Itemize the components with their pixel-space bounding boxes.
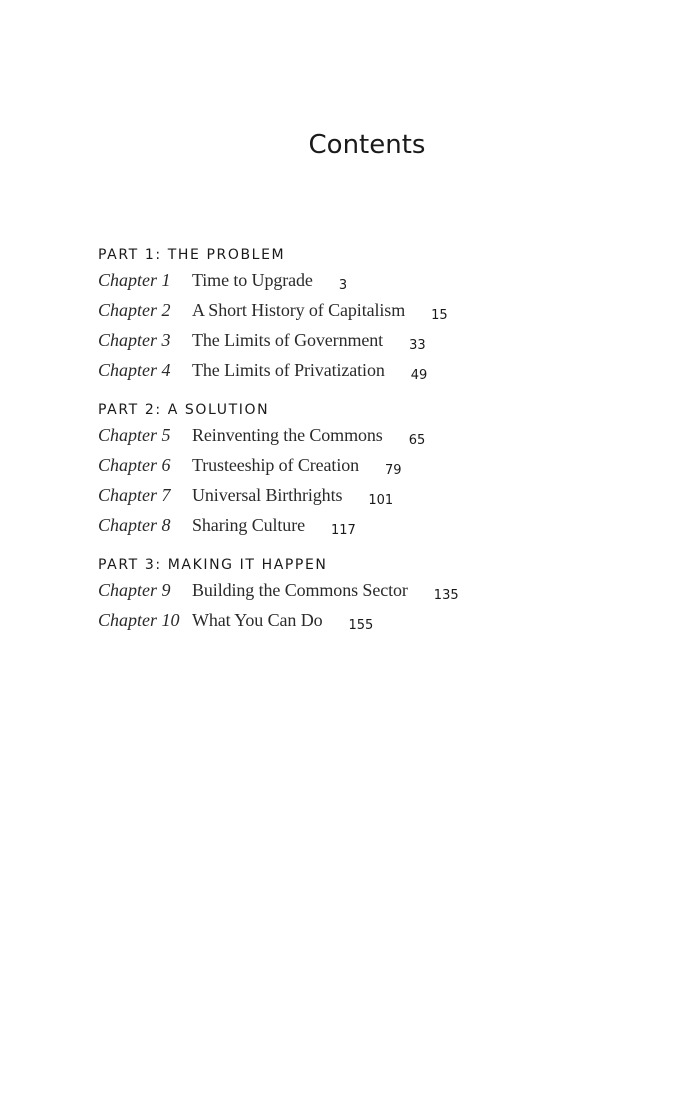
part-heading: PART 2: A SOLUTION [98,402,270,418]
chapter-title: Trusteeship of Creation [192,455,360,475]
toc-entry-chapter-1[interactable] [98,265,618,295]
chapter-label: Chapter 8 [98,515,171,535]
chapter-title: Time to Upgrade [192,270,313,290]
chapter-title: Sharing Culture [192,515,305,535]
chapter-label: Chapter 1 [98,270,171,290]
chapter-page-number: 135 [433,588,459,603]
chapter-title: Reinventing the Commons [192,425,383,445]
toc-entry-chapter-4[interactable] [98,355,618,385]
chapter-title: Building the Commons Sector [192,580,408,600]
chapter-page-number: 3 [338,278,348,293]
toc-entry-chapter-3[interactable] [98,325,618,355]
part-heading: PART 3: MAKING IT HAPPEN [98,557,328,573]
toc-entry-chapter-10[interactable] [98,605,618,635]
chapter-page-number: 117 [331,523,356,538]
chapter-title: A Short History of Capitalism [192,300,406,320]
chapter-label: Chapter 2 [98,300,171,320]
chapter-label: Chapter 3 [98,330,171,350]
toc-entry-chapter-9[interactable] [98,575,618,605]
chapter-page-number: 33 [409,338,426,353]
toc-entry-chapter-6[interactable] [98,450,618,480]
part-2 [98,400,618,540]
part-1 [98,245,618,385]
page-title: Contents [308,130,426,161]
chapter-label: Chapter 9 [98,580,171,600]
chapter-title: What You Can Do [192,610,323,630]
toc-entry-chapter-5[interactable] [98,420,618,450]
chapter-page-number: 15 [431,308,448,323]
part-heading: PART 1: THE PROBLEM [98,247,286,263]
toc-entry-chapter-7[interactable] [98,480,618,510]
chapter-label: Chapter 5 [98,425,171,445]
chapter-label: Chapter 7 [98,485,171,505]
chapter-title: The Limits of Privatization [192,360,385,380]
chapter-title: Universal Birthrights [192,485,343,505]
chapter-page-number: 79 [385,463,402,478]
toc-entry-chapter-2[interactable] [98,295,618,325]
chapter-page-number: 155 [348,618,374,633]
chapter-label: Chapter 10 [98,610,180,630]
chapter-page-number: 65 [408,433,426,448]
table-of-contents [98,245,618,635]
chapter-page-number: 49 [410,368,428,383]
chapter-label: Chapter 4 [98,360,171,380]
chapter-label: Chapter 6 [98,455,171,475]
toc-entry-chapter-8[interactable] [98,510,618,540]
chapter-page-number: 101 [368,493,394,508]
part-3 [98,555,618,635]
chapter-title: The Limits of Government [192,330,384,350]
